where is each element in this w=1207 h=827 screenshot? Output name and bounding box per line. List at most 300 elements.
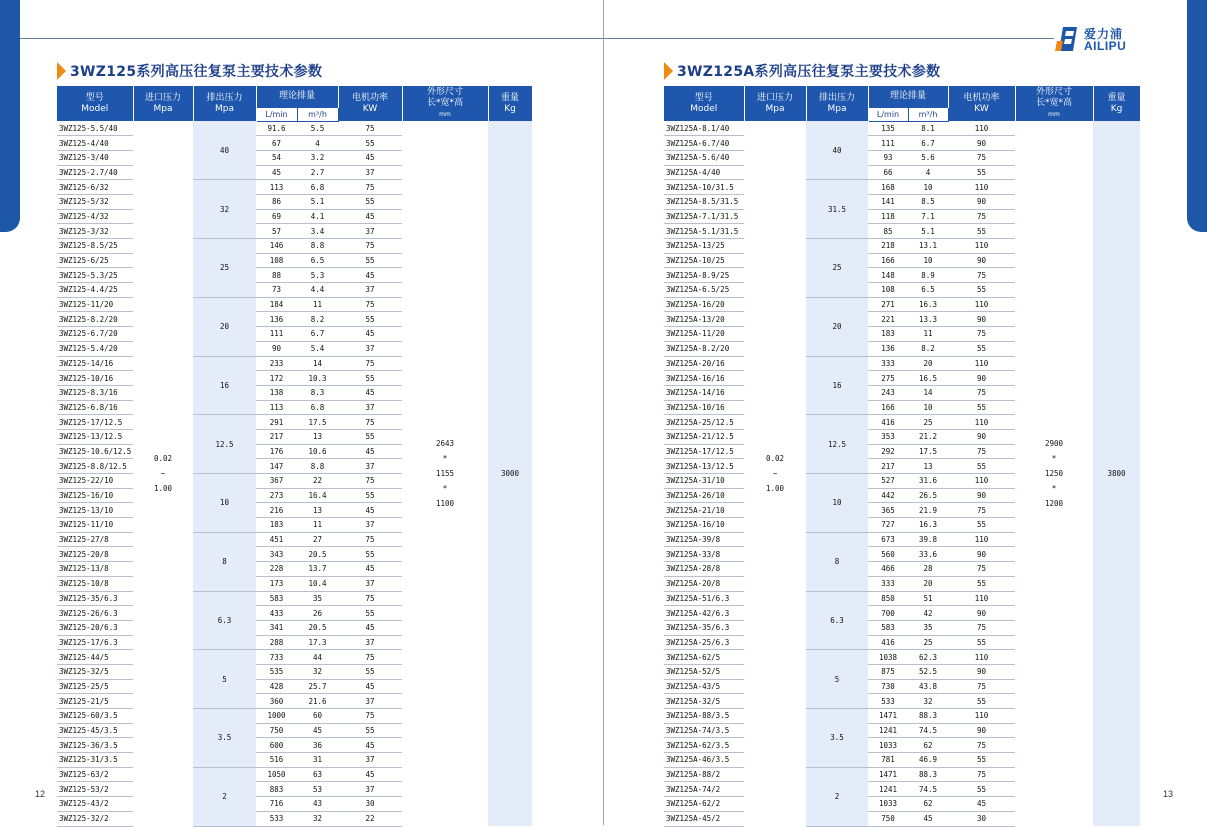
- power-cell: 75: [948, 444, 1015, 459]
- model-cell: 3WZ125A-52/5: [664, 664, 744, 679]
- flow-lmin-cell: 527: [868, 474, 908, 489]
- flow-m3h-cell: 8.9: [908, 268, 948, 283]
- flow-lmin-cell: 516: [256, 753, 297, 768]
- model-cell: 3WZ125-4/40: [57, 136, 133, 151]
- model-cell: 3WZ125-8.8/12.5: [57, 459, 133, 474]
- flow-m3h-cell: 20.5: [297, 620, 338, 635]
- model-cell: 3WZ125-36/3.5: [57, 738, 133, 753]
- flow-lmin-cell: 166: [868, 253, 908, 268]
- power-cell: 75: [338, 239, 402, 254]
- flow-m3h-cell: 63: [297, 767, 338, 782]
- flow-lmin-cell: 166: [868, 400, 908, 415]
- flow-m3h-cell: 13: [908, 459, 948, 474]
- flow-m3h-cell: 17.5: [908, 444, 948, 459]
- model-cell: 3WZ125A-32/5: [664, 694, 744, 709]
- power-cell: 110: [948, 709, 1015, 724]
- page-title: 3WZ125系列高压往复泵主要技术参数: [70, 64, 323, 80]
- flow-m3h-cell: 26: [297, 606, 338, 621]
- power-cell: 75: [338, 709, 402, 724]
- flow-m3h-cell: 10.6: [297, 444, 338, 459]
- flow-lmin-cell: 1241: [868, 782, 908, 797]
- flow-m3h-cell: 36: [297, 738, 338, 753]
- flow-lmin-cell: 850: [868, 591, 908, 606]
- flow-lmin-cell: 433: [256, 606, 297, 621]
- page-title: 3WZ125A系列高压往复泵主要技术参数: [677, 64, 941, 80]
- flow-lmin-cell: 108: [868, 283, 908, 298]
- model-cell: 3WZ125A-16/20: [664, 297, 744, 312]
- flow-lmin-cell: 138: [256, 385, 297, 400]
- model-cell: 3WZ125-17/6.3: [57, 635, 133, 650]
- outlet-pressure-cell: 25: [193, 239, 256, 298]
- flow-lmin-cell: 416: [868, 635, 908, 650]
- header-weight: 重量 Kg: [488, 86, 532, 121]
- spec-table-left: [57, 86, 533, 827]
- header-outlet-pressure: 排出压力 Mpa: [806, 86, 868, 121]
- flow-m3h-cell: 4: [908, 165, 948, 180]
- power-cell: 55: [948, 635, 1015, 650]
- flow-m3h-cell: 8.3: [297, 385, 338, 400]
- power-cell: 110: [948, 415, 1015, 430]
- power-cell: 55: [948, 459, 1015, 474]
- flow-lmin-cell: 466: [868, 562, 908, 577]
- power-cell: 110: [948, 239, 1015, 254]
- flow-m3h-cell: 27: [297, 532, 338, 547]
- model-cell: 3WZ125-13/10: [57, 503, 133, 518]
- power-cell: 110: [948, 356, 1015, 371]
- dimensions-cell: 2643 * 1155 * 1100: [402, 121, 488, 826]
- power-cell: 55: [338, 488, 402, 503]
- model-cell: 3WZ125A-4/40: [664, 165, 744, 180]
- model-cell: 3WZ125A-5.1/31.5: [664, 224, 744, 239]
- power-cell: 75: [948, 767, 1015, 782]
- model-cell: 3WZ125-16/10: [57, 488, 133, 503]
- flow-m3h-cell: 11: [297, 297, 338, 312]
- flow-lmin-cell: 173: [256, 576, 297, 591]
- flow-m3h-cell: 5.1: [908, 224, 948, 239]
- power-cell: 75: [338, 121, 402, 136]
- flow-m3h-cell: 10: [908, 400, 948, 415]
- table-row: [57, 121, 532, 136]
- power-cell: 55: [948, 694, 1015, 709]
- outlet-pressure-cell: 2: [193, 767, 256, 826]
- flow-m3h-cell: 5.3: [297, 268, 338, 283]
- model-cell: 3WZ125-11/20: [57, 297, 133, 312]
- power-cell: 37: [338, 635, 402, 650]
- model-cell: 3WZ125A-16/16: [664, 371, 744, 386]
- flow-m3h-cell: 45: [908, 811, 948, 826]
- model-cell: 3WZ125A-51/6.3: [664, 591, 744, 606]
- model-cell: 3WZ125-8.2/20: [57, 312, 133, 327]
- flow-lmin-cell: 583: [256, 591, 297, 606]
- flow-m3h-cell: 4: [297, 136, 338, 151]
- model-cell: 3WZ125-32/5: [57, 664, 133, 679]
- model-cell: 3WZ125-6.8/16: [57, 400, 133, 415]
- power-cell: 90: [948, 723, 1015, 738]
- flow-lmin-cell: 1241: [868, 723, 908, 738]
- flow-lmin-cell: 67: [256, 136, 297, 151]
- flow-lmin-cell: 136: [256, 312, 297, 327]
- flow-lmin-cell: 451: [256, 532, 297, 547]
- flow-lmin-cell: 172: [256, 371, 297, 386]
- page-number: 13: [1163, 789, 1174, 799]
- power-cell: 45: [338, 679, 402, 694]
- model-cell: 3WZ125-10/8: [57, 576, 133, 591]
- flow-lmin-cell: 85: [868, 224, 908, 239]
- power-cell: 45: [338, 327, 402, 342]
- header-flow-lmin: L/min: [256, 107, 297, 121]
- flow-lmin-cell: 883: [256, 782, 297, 797]
- flow-lmin-cell: 341: [256, 620, 297, 635]
- power-cell: 55: [948, 400, 1015, 415]
- flow-lmin-cell: 243: [868, 385, 908, 400]
- flow-m3h-cell: 6.7: [908, 136, 948, 151]
- flow-lmin-cell: 583: [868, 620, 908, 635]
- header-flow-lmin: L/min: [868, 107, 908, 121]
- model-cell: 3WZ125A-88/2: [664, 767, 744, 782]
- flow-m3h-cell: 7.1: [908, 209, 948, 224]
- flow-m3h-cell: 8.2: [908, 341, 948, 356]
- model-cell: 3WZ125A-33/8: [664, 547, 744, 562]
- model-cell: 3WZ125A-74/2: [664, 782, 744, 797]
- flow-m3h-cell: 8.5: [908, 194, 948, 209]
- model-cell: 3WZ125-14/16: [57, 356, 133, 371]
- flow-lmin-cell: 148: [868, 268, 908, 283]
- flow-m3h-cell: 16.4: [297, 488, 338, 503]
- model-cell: 3WZ125A-11/20: [664, 327, 744, 342]
- flow-m3h-cell: 3.2: [297, 150, 338, 165]
- flow-lmin-cell: 275: [868, 371, 908, 386]
- flow-m3h-cell: 14: [908, 385, 948, 400]
- flow-lmin-cell: 91.6: [256, 121, 297, 136]
- flow-lmin-cell: 111: [256, 327, 297, 342]
- model-cell: 3WZ125A-62/5: [664, 650, 744, 665]
- flow-lmin-cell: 108: [256, 253, 297, 268]
- flow-lmin-cell: 600: [256, 738, 297, 753]
- model-cell: 3WZ125A-13/20: [664, 312, 744, 327]
- flow-lmin-cell: 730: [868, 679, 908, 694]
- model-cell: 3WZ125-5.3/25: [57, 268, 133, 283]
- flow-lmin-cell: 288: [256, 635, 297, 650]
- flow-m3h-cell: 35: [908, 620, 948, 635]
- power-cell: 90: [948, 547, 1015, 562]
- model-cell: 3WZ125A-25/6.3: [664, 635, 744, 650]
- model-cell: 3WZ125A-74/3.5: [664, 723, 744, 738]
- flow-m3h-cell: 6.8: [297, 400, 338, 415]
- model-cell: 3WZ125-21/5: [57, 694, 133, 709]
- flow-m3h-cell: 25: [908, 415, 948, 430]
- flow-lmin-cell: 183: [868, 327, 908, 342]
- header-power: 电机功率 KW: [338, 86, 402, 121]
- left-page: [0, 0, 603, 825]
- flow-lmin-cell: 93: [868, 150, 908, 165]
- power-cell: 37: [338, 224, 402, 239]
- model-cell: 3WZ125A-8.2/20: [664, 341, 744, 356]
- inlet-pressure-cell: 0.02 ~ 1.00: [744, 121, 806, 826]
- power-cell: 90: [948, 136, 1015, 151]
- header-inlet-pressure: 进口压力 Mpa: [744, 86, 806, 121]
- power-cell: 110: [948, 297, 1015, 312]
- model-cell: 3WZ125-3/40: [57, 150, 133, 165]
- power-cell: 75: [338, 591, 402, 606]
- model-cell: 3WZ125A-13/12.5: [664, 459, 744, 474]
- power-cell: 75: [338, 532, 402, 547]
- flow-m3h-cell: 10.4: [297, 576, 338, 591]
- right-page: [604, 0, 1207, 825]
- power-cell: 75: [948, 620, 1015, 635]
- flow-lmin-cell: 113: [256, 400, 297, 415]
- flow-lmin-cell: 343: [256, 547, 297, 562]
- dimensions-cell: 2900 * 1250 * 1200: [1015, 121, 1093, 826]
- top-rule: [20, 38, 603, 39]
- model-cell: 3WZ125-13/12.5: [57, 429, 133, 444]
- model-cell: 3WZ125-32/2: [57, 811, 133, 826]
- model-cell: 3WZ125-6.7/20: [57, 327, 133, 342]
- model-cell: 3WZ125A-10/16: [664, 400, 744, 415]
- model-cell: 3WZ125A-16/10: [664, 518, 744, 533]
- model-cell: 3WZ125-20/6.3: [57, 620, 133, 635]
- power-cell: 30: [338, 797, 402, 812]
- flow-m3h-cell: 17.3: [297, 635, 338, 650]
- outlet-pressure-cell: 8: [806, 532, 868, 591]
- flow-lmin-cell: 1471: [868, 767, 908, 782]
- header-model: 型号 Model: [664, 86, 744, 121]
- left-edge-tab: [0, 0, 20, 232]
- flow-m3h-cell: 16.3: [908, 297, 948, 312]
- power-cell: 110: [948, 474, 1015, 489]
- model-cell: 3WZ125-6/32: [57, 180, 133, 195]
- flow-lmin-cell: 1033: [868, 797, 908, 812]
- flow-lmin-cell: 733: [256, 650, 297, 665]
- model-cell: 3WZ125-53/2: [57, 782, 133, 797]
- flow-lmin-cell: 875: [868, 664, 908, 679]
- power-cell: 75: [948, 327, 1015, 342]
- power-cell: 75: [338, 474, 402, 489]
- flow-m3h-cell: 10: [908, 253, 948, 268]
- power-cell: 55: [948, 224, 1015, 239]
- flow-m3h-cell: 31.6: [908, 474, 948, 489]
- power-cell: 37: [338, 782, 402, 797]
- flow-lmin-cell: 135: [868, 121, 908, 136]
- flow-m3h-cell: 35: [297, 591, 338, 606]
- model-cell: 3WZ125A-13/25: [664, 239, 744, 254]
- model-cell: 3WZ125-26/6.3: [57, 606, 133, 621]
- flow-m3h-cell: 6.8: [297, 180, 338, 195]
- model-cell: 3WZ125-25/5: [57, 679, 133, 694]
- flow-m3h-cell: 33.6: [908, 547, 948, 562]
- flow-lmin-cell: 365: [868, 503, 908, 518]
- power-cell: 55: [948, 341, 1015, 356]
- flow-m3h-cell: 26.5: [908, 488, 948, 503]
- header-flow: 理论排量: [256, 86, 338, 107]
- power-cell: 55: [948, 518, 1015, 533]
- power-cell: 90: [948, 429, 1015, 444]
- model-cell: 3WZ125-10/16: [57, 371, 133, 386]
- power-cell: 37: [338, 459, 402, 474]
- flow-lmin-cell: 1000: [256, 709, 297, 724]
- model-cell: 3WZ125-35/6.3: [57, 591, 133, 606]
- right-edge-tab: [1187, 0, 1207, 232]
- outlet-pressure-cell: 12.5: [806, 415, 868, 474]
- header-outlet-pressure: 排出压力 Mpa: [193, 86, 256, 121]
- flow-lmin-cell: 184: [256, 297, 297, 312]
- flow-m3h-cell: 8.2: [297, 312, 338, 327]
- header-model: 型号 Model: [57, 86, 133, 121]
- power-cell: 37: [338, 576, 402, 591]
- flow-m3h-cell: 32: [297, 811, 338, 826]
- outlet-pressure-cell: 31.5: [806, 180, 868, 239]
- model-cell: 3WZ125A-14/16: [664, 385, 744, 400]
- model-cell: 3WZ125A-62/3.5: [664, 738, 744, 753]
- outlet-pressure-cell: 10: [806, 474, 868, 533]
- flow-lmin-cell: 533: [868, 694, 908, 709]
- header-dimensions: 外形尺寸 长*宽*高 mm: [1015, 86, 1093, 121]
- model-cell: 3WZ125A-25/12.5: [664, 415, 744, 430]
- weight-cell: 3000: [488, 121, 532, 826]
- outlet-pressure-cell: 3.5: [806, 709, 868, 768]
- power-cell: 45: [338, 767, 402, 782]
- model-cell: 3WZ125A-45/2: [664, 811, 744, 826]
- power-cell: 37: [338, 165, 402, 180]
- model-cell: 3WZ125-11/10: [57, 518, 133, 533]
- right-title: [664, 61, 940, 81]
- flow-lmin-cell: 673: [868, 532, 908, 547]
- flow-m3h-cell: 8.8: [297, 459, 338, 474]
- flow-m3h-cell: 20.5: [297, 547, 338, 562]
- flow-m3h-cell: 21.2: [908, 429, 948, 444]
- flow-m3h-cell: 6.7: [297, 327, 338, 342]
- flow-lmin-cell: 428: [256, 679, 297, 694]
- power-cell: 45: [948, 797, 1015, 812]
- flow-m3h-cell: 8.8: [297, 239, 338, 254]
- model-cell: 3WZ125A-35/6.3: [664, 620, 744, 635]
- flow-lmin-cell: 136: [868, 341, 908, 356]
- flow-m3h-cell: 43.8: [908, 679, 948, 694]
- flow-m3h-cell: 31: [297, 753, 338, 768]
- top-rule: [604, 38, 1054, 39]
- model-cell: 3WZ125-6/25: [57, 253, 133, 268]
- power-cell: 90: [948, 194, 1015, 209]
- model-cell: 3WZ125A-20/16: [664, 356, 744, 371]
- model-cell: 3WZ125-3/32: [57, 224, 133, 239]
- power-cell: 90: [948, 664, 1015, 679]
- model-cell: 3WZ125A-31/10: [664, 474, 744, 489]
- model-cell: 3WZ125A-42/6.3: [664, 606, 744, 621]
- flow-m3h-cell: 8.1: [908, 121, 948, 136]
- weight-cell: 3800: [1093, 121, 1140, 826]
- flow-m3h-cell: 11: [297, 518, 338, 533]
- flow-lmin-cell: 69: [256, 209, 297, 224]
- flow-m3h-cell: 21.6: [297, 694, 338, 709]
- flow-m3h-cell: 4.4: [297, 283, 338, 298]
- flow-lmin-cell: 217: [868, 459, 908, 474]
- flow-lmin-cell: 218: [868, 239, 908, 254]
- table-row: [664, 121, 1140, 136]
- flow-lmin-cell: 228: [256, 562, 297, 577]
- flow-lmin-cell: 66: [868, 165, 908, 180]
- power-cell: 45: [338, 385, 402, 400]
- power-cell: 75: [948, 385, 1015, 400]
- flow-lmin-cell: 90: [256, 341, 297, 356]
- power-cell: 37: [338, 283, 402, 298]
- model-cell: 3WZ125A-26/10: [664, 488, 744, 503]
- power-cell: 55: [338, 136, 402, 151]
- power-cell: 55: [338, 194, 402, 209]
- model-cell: 3WZ125-5.4/20: [57, 341, 133, 356]
- power-cell: 75: [948, 268, 1015, 283]
- inlet-pressure-cell: 0.02 ~ 1.00: [133, 121, 193, 826]
- model-cell: 3WZ125-4/32: [57, 209, 133, 224]
- outlet-pressure-cell: 3.5: [193, 709, 256, 768]
- power-cell: 55: [338, 312, 402, 327]
- flow-m3h-cell: 22: [297, 474, 338, 489]
- power-cell: 55: [338, 253, 402, 268]
- flow-lmin-cell: 367: [256, 474, 297, 489]
- model-cell: 3WZ125-45/3.5: [57, 723, 133, 738]
- flow-lmin-cell: 560: [868, 547, 908, 562]
- model-cell: 3WZ125A-6.5/25: [664, 283, 744, 298]
- flow-lmin-cell: 750: [256, 723, 297, 738]
- model-cell: 3WZ125A-21/12.5: [664, 429, 744, 444]
- power-cell: 45: [338, 209, 402, 224]
- flow-m3h-cell: 21.9: [908, 503, 948, 518]
- power-cell: 45: [338, 620, 402, 635]
- model-cell: 3WZ125-60/3.5: [57, 709, 133, 724]
- flow-m3h-cell: 43: [297, 797, 338, 812]
- flow-m3h-cell: 4.1: [297, 209, 338, 224]
- power-cell: 75: [948, 679, 1015, 694]
- page-number: 12: [35, 789, 46, 799]
- power-cell: 90: [948, 253, 1015, 268]
- flow-m3h-cell: 13.3: [908, 312, 948, 327]
- flow-lmin-cell: 57: [256, 224, 297, 239]
- flow-m3h-cell: 25.7: [297, 679, 338, 694]
- outlet-pressure-cell: 32: [193, 180, 256, 239]
- model-cell: 3WZ125A-46/3.5: [664, 753, 744, 768]
- outlet-pressure-cell: 5: [806, 650, 868, 709]
- outlet-pressure-cell: 40: [193, 121, 256, 180]
- flow-m3h-cell: 16.3: [908, 518, 948, 533]
- model-cell: 3WZ125-8.3/16: [57, 385, 133, 400]
- flow-lmin-cell: 176: [256, 444, 297, 459]
- flow-lmin-cell: 168: [868, 180, 908, 195]
- title-arrow-icon: [664, 62, 673, 80]
- flow-m3h-cell: 5.5: [297, 121, 338, 136]
- model-cell: 3WZ125A-21/10: [664, 503, 744, 518]
- header-flow-m3h: m³/h: [908, 107, 948, 121]
- power-cell: 75: [338, 415, 402, 430]
- power-cell: 45: [338, 738, 402, 753]
- model-cell: 3WZ125A-28/8: [664, 562, 744, 577]
- flow-m3h-cell: 16.5: [908, 371, 948, 386]
- flow-lmin-cell: 1050: [256, 767, 297, 782]
- flow-lmin-cell: 233: [256, 356, 297, 371]
- model-cell: 3WZ125A-62/2: [664, 797, 744, 812]
- model-cell: 3WZ125-17/12.5: [57, 415, 133, 430]
- outlet-pressure-cell: 8: [193, 532, 256, 591]
- header-power: 电机功率 KW: [948, 86, 1015, 121]
- power-cell: 45: [338, 150, 402, 165]
- header-flow-m3h: m³/h: [297, 107, 338, 121]
- outlet-pressure-cell: 25: [806, 239, 868, 298]
- power-cell: 75: [338, 180, 402, 195]
- model-cell: 3WZ125-5.5/40: [57, 121, 133, 136]
- flow-lmin-cell: 333: [868, 356, 908, 371]
- power-cell: 55: [948, 753, 1015, 768]
- power-cell: 45: [338, 444, 402, 459]
- model-cell: 3WZ125-8.5/25: [57, 239, 133, 254]
- flow-lmin-cell: 353: [868, 429, 908, 444]
- flow-lmin-cell: 217: [256, 429, 297, 444]
